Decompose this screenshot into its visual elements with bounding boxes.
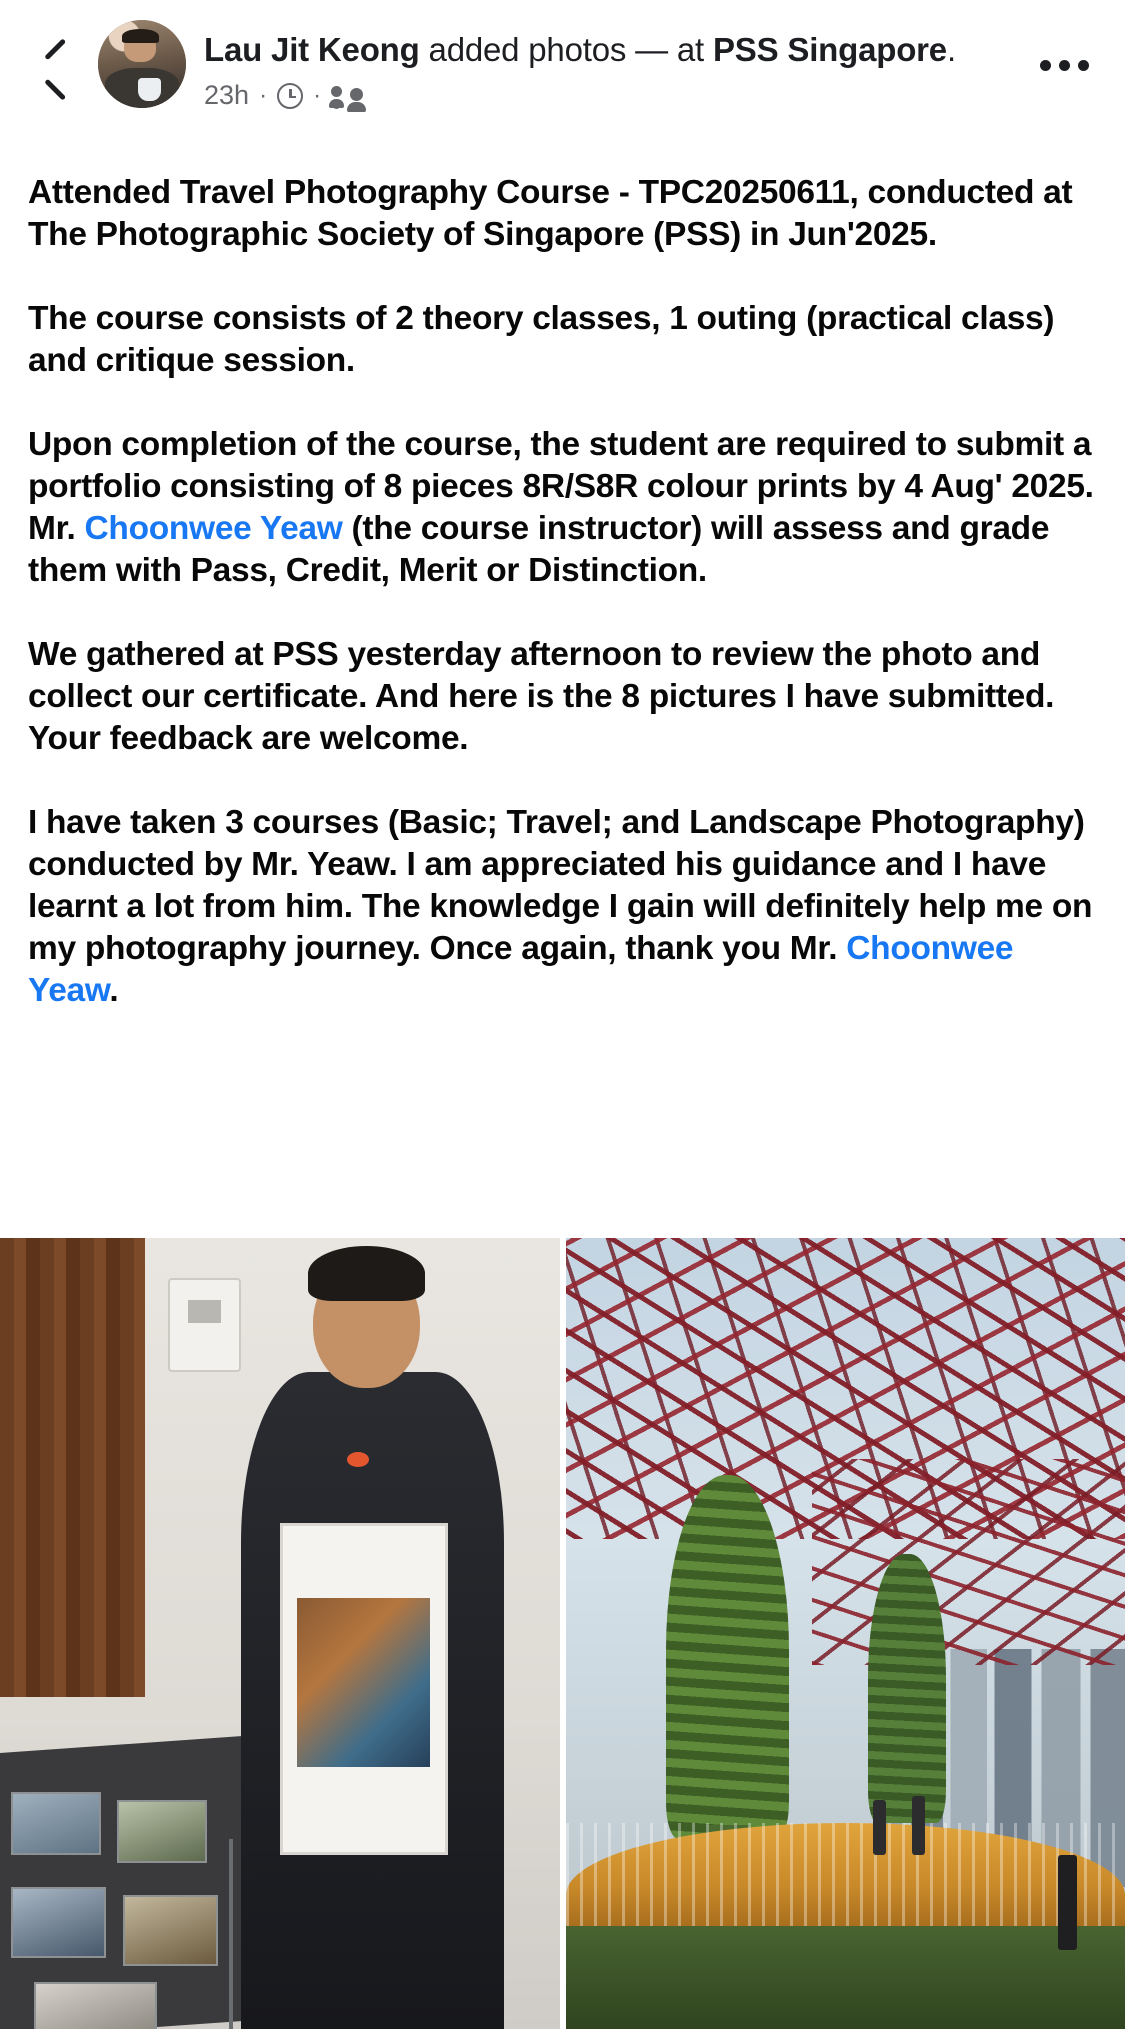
post-photo-grid — [0, 1238, 1125, 2029]
more-options-icon — [1040, 60, 1051, 71]
chevron-left-icon — [40, 44, 66, 90]
meta-separator: · — [259, 81, 268, 109]
more-options-button[interactable] — [1029, 30, 1099, 100]
profile-mention-link[interactable]: Choonwee Yeaw — [28, 930, 1022, 1009]
avatar[interactable] — [98, 20, 186, 108]
author-name[interactable]: Lau Jit Keong — [204, 31, 420, 68]
post-photo-1[interactable] — [0, 1238, 560, 2029]
post-paragraph — [28, 804, 1101, 1009]
paragraph-text: Upon completion of the course, the student are required to submit a portfolio consisting of 8 pieces 8R/S8R colour prints by 4 Aug' 2025. Mr. — [28, 426, 1103, 547]
post-paragraph: The course consists of 2 theory classes, 1 outing (practical class) and critique session. — [28, 300, 1064, 379]
paragraph-text: I have taken 3 courses (Basic; Travel; and Landscape Photography) conducted by Mr. Yeaw. I am appreciated his guidance and I have learnt a lot from him. The knowledge I gain will definitely help me on my photography journey. Once again, thank you Mr. — [28, 804, 1102, 967]
clock-icon — [277, 83, 303, 109]
post-header — [0, 0, 1125, 160]
post-meta — [204, 80, 1029, 111]
place-name[interactable]: PSS Singapore — [713, 31, 947, 68]
paragraph-text: . — [109, 972, 119, 1009]
post-paragraph — [28, 426, 1103, 589]
post-action-text: added photos — at — [419, 31, 713, 68]
friends-audience-icon[interactable] — [331, 84, 363, 108]
back-button[interactable] — [22, 24, 84, 110]
post-header-text — [204, 18, 1029, 111]
post-message-text — [0, 160, 1125, 1012]
meta-separator-2: · — [313, 81, 322, 109]
post-photo-2[interactable] — [566, 1238, 1125, 2029]
profile-mention-link[interactable]: Choonwee Yeaw — [84, 510, 343, 547]
title-period: . — [946, 31, 956, 68]
post-timestamp[interactable]: 23h — [204, 80, 250, 110]
post-title — [204, 28, 1029, 72]
post-paragraph: Attended Travel Photography Course - TPC20250611, conducted at The Photographic Society of Singapore (PSS) in Jun'2025. — [28, 174, 1082, 253]
post-paragraph: We gathered at PSS yesterday afternoon to review the photo and collect our certificate. And here is the 8 pictures I have submitted. Your feedback are welcome. — [28, 636, 1063, 757]
paragraph-text: (the course instructor) will assess and grade them with Pass, Credit, Merit or Distinction. — [28, 510, 1059, 589]
